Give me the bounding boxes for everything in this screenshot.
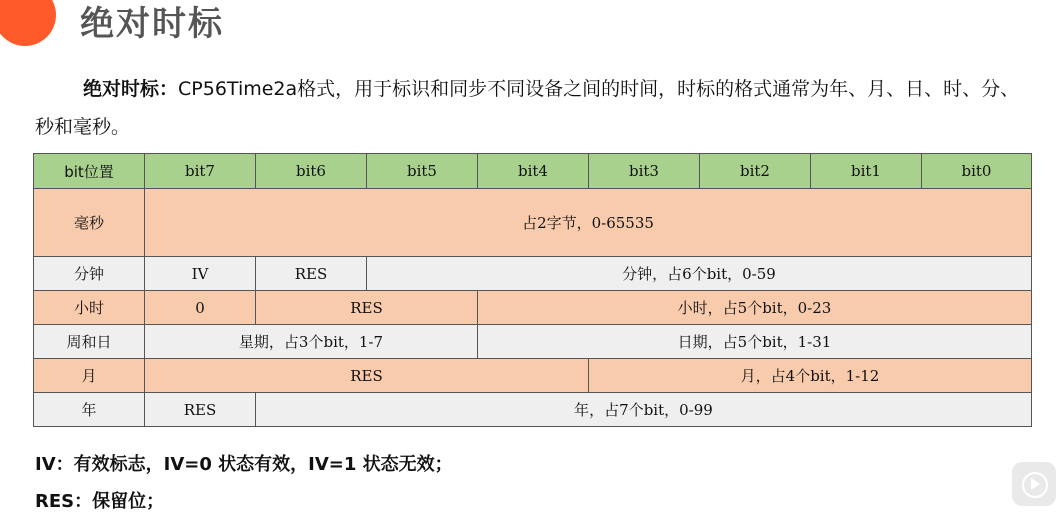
row-week-day [34, 325, 1032, 359]
row-label: 小时 [34, 291, 145, 325]
year-field-cell: 年，占7个bit，0-99 [256, 393, 1032, 427]
header-cell: bit3 [589, 154, 700, 189]
header-cell: bit2 [700, 154, 811, 189]
header-cell: bit1 [811, 154, 922, 189]
header-cell: bit5 [367, 154, 478, 189]
intro-lead: 绝对时标： [83, 78, 179, 100]
header-cell: bit6 [256, 154, 367, 189]
day-field-cell: 日期，占5个bit，1-31 [478, 325, 1032, 359]
zero-cell: 0 [145, 291, 256, 325]
hours-field-cell: 小时，占5个bit，0-23 [478, 291, 1032, 325]
header-row [34, 154, 1032, 189]
header-cell: bit0 [922, 154, 1032, 189]
row-milliseconds [34, 189, 1032, 257]
row-month [34, 359, 1032, 393]
play-icon[interactable] [1012, 462, 1056, 506]
res-cell: RES [256, 291, 478, 325]
title-bullet-dot [0, 0, 56, 46]
res-cell: RES [256, 257, 367, 291]
row-label: 分钟 [34, 257, 145, 291]
header-cell: bit位置 [34, 154, 145, 189]
note-res: RES：保留位； [35, 491, 165, 512]
row-minutes [34, 257, 1032, 291]
ms-field-cell: 占2字节，0-65535 [145, 189, 1032, 257]
row-hours [34, 291, 1032, 325]
intro-paragraph [35, 70, 1035, 146]
intro-text: CP56Time2a格式，用于标识和同步不同设备之间的时间，时标的格式通常为年、月、日、时、分、秒和毫秒。 [35, 78, 1020, 138]
cp56time2a-table [33, 153, 1032, 427]
row-year [34, 393, 1032, 427]
row-label: 周和日 [34, 325, 145, 359]
row-label: 月 [34, 359, 145, 393]
res-cell: RES [145, 393, 256, 427]
weekday-field-cell: 星期，占3个bit，1-7 [145, 325, 478, 359]
page-title: 绝对时标 [80, 4, 224, 44]
header-cell: bit7 [145, 154, 256, 189]
res-cell: RES [145, 359, 589, 393]
month-field-cell: 月，占4个bit，1-12 [589, 359, 1032, 393]
header-cell: bit4 [478, 154, 589, 189]
row-label: 毫秒 [34, 189, 145, 257]
iv-cell: IV [145, 257, 256, 291]
row-label: 年 [34, 393, 145, 427]
minutes-field-cell: 分钟，占6个bit，0-59 [367, 257, 1032, 291]
note-iv: IV：有效标志，IV=0 状态有效，IV=1 状态无效； [35, 454, 453, 475]
